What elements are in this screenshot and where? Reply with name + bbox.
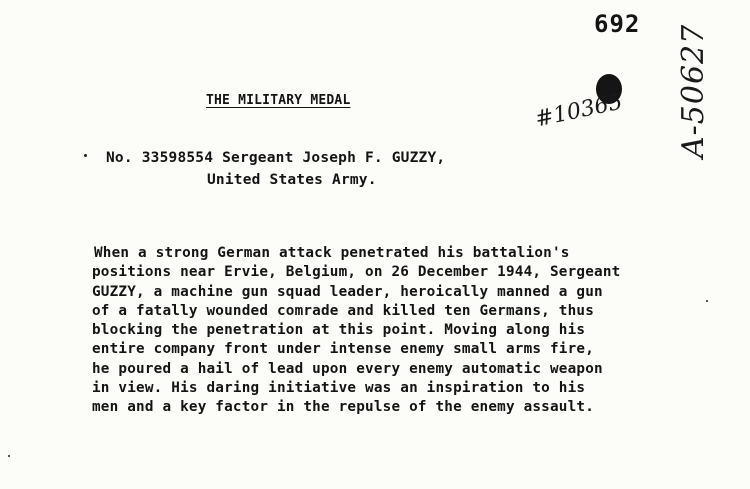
body-line: GUZZY, a machine gun squad leader, heroically manned a gun [92,283,603,300]
body-line: he poured a hail of lead upon every enemy automatic weapon [92,360,603,377]
body-line: men and a key factor in the repulse of the enemy assault. [92,399,595,416]
scan-speck [84,154,87,157]
scan-speck [706,300,708,302]
body-line: entire company front under intense enemy small arms fire, [92,341,595,358]
citation-line: No. 33598554 Sergeant Joseph F. GUZZY, [106,150,446,166]
citation-body [92,244,672,418]
body-line: blocking the penetration at this point. Moving along his [92,322,586,339]
body-line: When a strong German attack penetrated his battalion's [94,245,570,261]
body-line: of a fatally wounded comrade and killed ten Germans, thus [92,302,595,319]
body-line: in view. His daring initiative was an inspiration to his [92,380,586,397]
service-line: United States Army. [207,172,377,188]
medal-title: THE MILITARY MEDAL [206,93,351,108]
handwritten-vertical-number: A-50627 [676,23,711,158]
handwritten-number: #10365 [533,89,625,133]
page-number: 692 [594,10,641,38]
body-line: positions near Ervie, Belgium, on 26 December 1944, Sergeant [92,264,621,281]
scan-speck [8,455,10,457]
